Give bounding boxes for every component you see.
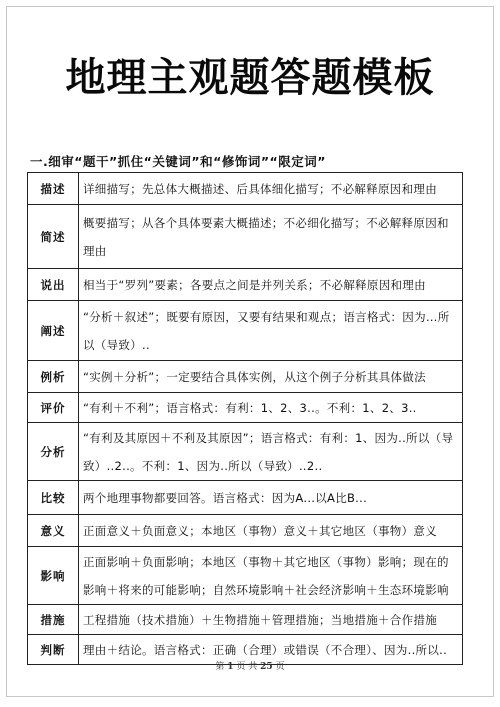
desc-cell: 理由＋结论。语言格式：正确（合理）或错误（不合理）、因为..所以.. <box>79 635 463 665</box>
desc-cell: 概要描写；从各个具体要素大概描述；不必细化描写；不必解释原因和理由 <box>79 205 463 269</box>
term-cell: 分析 <box>28 423 79 481</box>
table-row <box>28 393 463 423</box>
page-title: 地理主观题答题模板 <box>65 54 435 101</box>
term-cell: 描述 <box>28 173 79 205</box>
desc-cell: 详细描写；先总体大概描述、后具体细化描写；不必解释原因和理由 <box>79 173 463 205</box>
table-row <box>28 301 463 361</box>
footer-prefix: 第 <box>215 662 225 672</box>
term-cell: 说出 <box>28 269 79 301</box>
table-row <box>28 269 463 301</box>
term-cell: 评价 <box>28 393 79 423</box>
footer-middle: 页 共 <box>236 662 258 672</box>
table-row <box>28 205 463 269</box>
term-cell: 判断 <box>28 635 79 665</box>
table-row <box>28 515 463 547</box>
term-cell: 措施 <box>28 605 79 635</box>
page-number: 1 <box>227 662 234 672</box>
table-row <box>28 605 463 635</box>
term-cell: 简述 <box>28 205 79 269</box>
page-footer <box>0 659 500 672</box>
page-total: 25 <box>260 662 273 672</box>
table-row <box>28 547 463 605</box>
desc-cell: “分析＋叙述”；既要有原因，又要有结果和观点；语言格式：因为…所以（导致）.. <box>79 301 463 361</box>
desc-cell: 工程措施（技术措施）＋生物措施＋管理措施；当地措施＋合作措施 <box>79 605 463 635</box>
desc-cell: 正面影响＋负面影响；本地区（事物＋其它地区（事物）影响；现在的影响＋将来的可能影响；自然环境影响＋社会经济影响＋生态环境影响 <box>79 547 463 605</box>
term-table <box>27 172 463 665</box>
term-cell: 意义 <box>28 515 79 547</box>
table-row <box>28 173 463 205</box>
term-cell: 例析 <box>28 361 79 393</box>
term-cell: 影响 <box>28 547 79 605</box>
section-heading: 一.细审“题干”抓住“关键词”和“修饰词”“限定词” <box>30 154 326 169</box>
desc-cell: “实例＋分析”；一定要结合具体实例，从这个例子分析其具体做法 <box>79 361 463 393</box>
term-cell: 比较 <box>28 481 79 515</box>
desc-cell: 相当于“罗列”要素；各要点之间是并列关系；不必解释原因和理由 <box>79 269 463 301</box>
desc-cell: 正面意义＋负面意义；本地区（事物）意义＋其它地区（事物）意义 <box>79 515 463 547</box>
term-cell: 阐述 <box>28 301 79 361</box>
table-row <box>28 423 463 481</box>
desc-cell: “有利＋不利”；语言格式：有利：1、2、3..。不利：1、2、3.. <box>79 393 463 423</box>
desc-cell: “有利及其原因＋不利及其原因”；语言格式：有利：1、因为..所以（导致）..2..。不利：1、因为..所以（导致）..2.. <box>79 423 463 481</box>
footer-suffix: 页 <box>275 662 285 672</box>
desc-cell: 两个地理事物都要回答。语言格式：因为A...以A比B... <box>79 481 463 515</box>
table-row <box>28 481 463 515</box>
table-row <box>28 361 463 393</box>
